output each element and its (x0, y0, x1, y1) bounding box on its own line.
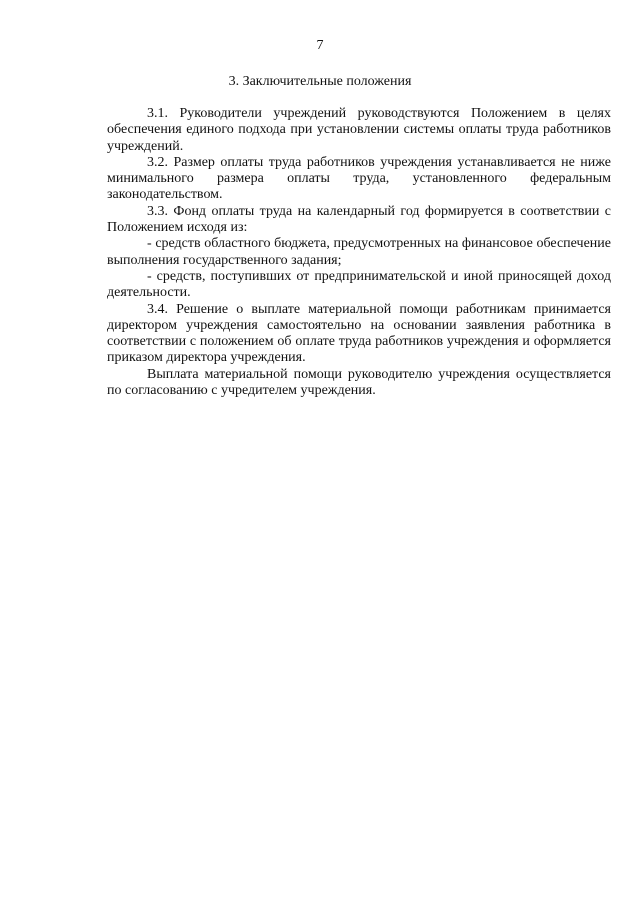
paragraph-director-aid: Выплата материальной помощи руководителю учреждения осуществляется по согласованию с учредителем учреждения. (107, 366, 611, 399)
list-item-business-income: - средств, поступивших от предпринимательской и иной приносящей доход деятельности. (107, 268, 611, 301)
section-title: 3. Заключительные положения (228, 74, 412, 89)
paragraph-3-2: 3.2. Размер оплаты труда работников учреждения устанавливается не ниже минимального размера оплаты труда, установленного федеральным законодательством. (107, 154, 611, 203)
paragraph-3-4: 3.4. Решение о выплате материальной помощи работникам принимается директором учреждения самостоятельно на основании заявления работника в соответствии с положением об оплате труда работников учреждения и оформляется приказом директора учреждения. (107, 301, 611, 366)
paragraph-3-1: 3.1. Руководители учреждений руководствуются Положением в целях обеспечения единого подхода при установлении системы оплаты труда работников учреждений. (107, 106, 611, 154)
body-text (107, 106, 611, 399)
list-item-regional-budget: - средств областного бюджета, предусмотренных на финансовое обеспечение выполнения государственного задания; (107, 236, 611, 268)
page-number: 7 (316, 38, 324, 53)
paragraph-3-3: 3.3. Фонд оплаты труда на календарный год формируется в соответствии с Положением исходя из: (107, 203, 611, 236)
